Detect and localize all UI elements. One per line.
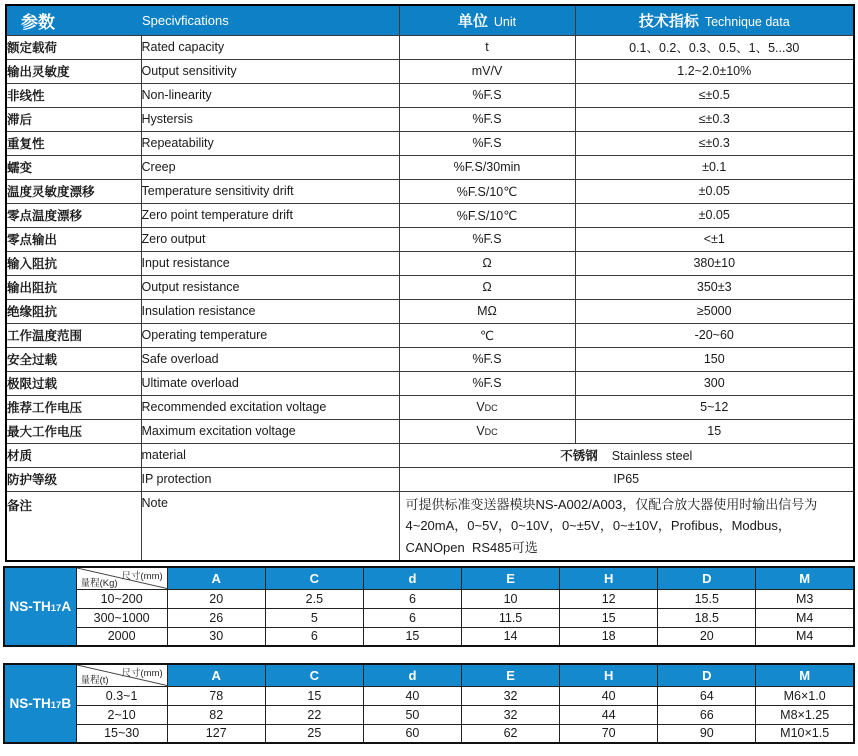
param-name-en: material — [141, 443, 399, 467]
dim-value-cell: 6 — [363, 608, 461, 627]
spec-row — [6, 131, 854, 155]
unit-text: Ω — [482, 280, 492, 294]
header-technique-en: Technique data — [704, 14, 790, 29]
dim-col-header: M — [756, 664, 854, 686]
dim-value-cell: 44 — [560, 705, 658, 724]
value-cell: ≤±0.5 — [575, 83, 854, 107]
unit-cell — [399, 395, 575, 419]
note-line: 可提供标准变送器模块NS-A002/A003，仅配合放大器使用时输出信号为 — [405, 496, 818, 512]
dim-value-cell: 22 — [265, 705, 363, 724]
unit-text: mV/V — [471, 64, 503, 78]
spec-row — [6, 203, 854, 227]
dim-value-cell: 82 — [167, 705, 265, 724]
param-name-cn: 温度灵敏度漂移 — [6, 179, 141, 203]
dim-value-cell: 15 — [560, 608, 658, 627]
dim-header-row — [4, 567, 854, 589]
unit-text: %F.S/10℃ — [456, 208, 518, 223]
dim-value-cell: 6 — [363, 589, 461, 608]
unit-text: %F.S — [472, 232, 502, 246]
dim-value-cell: 64 — [658, 686, 756, 705]
dim-row — [4, 627, 854, 646]
param-name-en: Output sensitivity — [141, 59, 399, 83]
dim-col-header: D — [658, 664, 756, 686]
unit-cell — [399, 419, 575, 443]
param-name-cn: 零点温度漂移 — [6, 203, 141, 227]
header-technique-cn: 技术指标 — [638, 12, 699, 30]
unit-subscript: DC — [484, 403, 498, 413]
spec-row — [6, 299, 854, 323]
param-name-en: Creep — [141, 155, 399, 179]
note-line: 4~20mA，0~5V，0~10V，0~±5V，0~±10V，Profibus，Modbus， — [405, 518, 791, 533]
range-cell: 300~1000 — [76, 608, 167, 627]
spec-row — [6, 35, 854, 59]
model-subscript: 17 — [50, 603, 62, 614]
dim-row — [4, 705, 854, 724]
param-name-en: Input resistance — [141, 251, 399, 275]
dim-value-cell: 62 — [462, 724, 560, 743]
dim-col-header: D — [658, 567, 756, 589]
dim-value-cell: 40 — [363, 686, 461, 705]
spec-row — [6, 323, 854, 347]
param-name-cn: 零点输出 — [6, 227, 141, 251]
dim-value-cell: 25 — [265, 724, 363, 743]
param-name-cn: 防护等级 — [6, 467, 141, 491]
param-name-cn: 重复性 — [6, 131, 141, 155]
header-unit-cn: 单位 — [457, 12, 488, 30]
dim-col-header: d — [363, 664, 461, 686]
model-prefix: NS-TH — [9, 599, 51, 614]
param-name-cn: 输出灵敏度 — [6, 59, 141, 83]
dim-col-header: A — [167, 567, 265, 589]
param-name-cn: 安全过载 — [6, 347, 141, 371]
dim-value-cell: 2.5 — [265, 589, 363, 608]
dim-row — [4, 589, 854, 608]
dim-value-cell: M3 — [756, 589, 854, 608]
dim-value-cell: 26 — [167, 608, 265, 627]
spec-row — [6, 83, 854, 107]
value-cell: ≤±0.3 — [575, 131, 854, 155]
dim-col-header: d — [363, 567, 461, 589]
param-name-cn: 备注 — [6, 491, 141, 561]
dim-value-cell: 5 — [265, 608, 363, 627]
dim-value-cell: 30 — [167, 627, 265, 646]
param-name-cn: 蠕变 — [6, 155, 141, 179]
unit-text: %F.S — [472, 352, 502, 366]
model-label — [4, 567, 76, 646]
param-name-en: Ultimate overload — [141, 371, 399, 395]
size-unit-label: 尺寸(mm) — [121, 668, 163, 679]
unit-text: %F.S — [472, 88, 502, 102]
spec-row — [6, 107, 854, 131]
range-cell: 2000 — [76, 627, 167, 646]
dim-value-cell: 15 — [265, 686, 363, 705]
header-unit-en: Unit — [493, 14, 517, 29]
param-name-cn: 材质 — [6, 443, 141, 467]
spec-row — [6, 179, 854, 203]
spec-row — [6, 419, 854, 443]
dim-value-cell: 70 — [560, 724, 658, 743]
param-name-en: Note — [141, 491, 399, 561]
unit-text: ℃ — [479, 328, 495, 343]
unit-cell — [399, 155, 575, 179]
unit-subscript: DC — [484, 427, 498, 437]
unit-cell — [399, 203, 575, 227]
param-name-en: Zero point temperature drift — [141, 203, 399, 227]
dim-header-row — [4, 664, 854, 686]
spec-row — [6, 227, 854, 251]
dim-value-cell: 66 — [658, 705, 756, 724]
ip-value-cell: IP65 — [399, 467, 854, 491]
unit-text: Ω — [482, 256, 492, 270]
dimension-table-ns-th17a — [3, 566, 855, 647]
dim-value-cell: M10×1.5 — [756, 724, 854, 743]
dim-value-cell: M8×1.25 — [756, 705, 854, 724]
material-value-cell — [399, 443, 854, 467]
dim-value-cell: 60 — [363, 724, 461, 743]
range-cell: 10~200 — [76, 589, 167, 608]
param-name-en: Output resistance — [141, 275, 399, 299]
unit-cell — [399, 323, 575, 347]
value-cell: 350±3 — [575, 275, 854, 299]
header-parameters — [6, 5, 399, 35]
param-name-cn: 非线性 — [6, 83, 141, 107]
dim-value-cell: 32 — [462, 705, 560, 724]
value-cell: 1.2~2.0±10% — [575, 59, 854, 83]
spec-row — [6, 59, 854, 83]
unit-text: t — [485, 40, 489, 54]
specification-table — [5, 4, 855, 562]
value-cell: ≤±0.3 — [575, 107, 854, 131]
param-name-cn: 输出阻抗 — [6, 275, 141, 299]
unit-cell — [399, 107, 575, 131]
dim-value-cell: 18 — [560, 627, 658, 646]
unit-cell — [399, 83, 575, 107]
diagonal-header-cell — [76, 567, 167, 589]
dim-col-header: C — [265, 567, 363, 589]
value-cell: ±0.1 — [575, 155, 854, 179]
dim-col-header: A — [167, 664, 265, 686]
dim-value-cell: 32 — [462, 686, 560, 705]
spec-row — [6, 251, 854, 275]
spec-row — [6, 275, 854, 299]
param-name-en: Safe overload — [141, 347, 399, 371]
unit-text: %F.S — [472, 112, 502, 126]
value-cell: 5~12 — [575, 395, 854, 419]
param-name-en: Hystersis — [141, 107, 399, 131]
unit-text: %F.S — [472, 136, 502, 150]
note-line: CANOpen RS485可选 — [405, 539, 538, 555]
model-prefix: NS-TH — [9, 696, 51, 711]
unit-text: %F.S/30min — [453, 160, 521, 174]
param-name-cn: 最大工作电压 — [6, 419, 141, 443]
range-unit-label: 量程(t) — [80, 674, 109, 686]
value-cell: 15 — [575, 419, 854, 443]
unit-text: V — [476, 400, 485, 414]
spec-row — [6, 371, 854, 395]
param-name-en: Non-linearity — [141, 83, 399, 107]
value-cell: 380±10 — [575, 251, 854, 275]
dim-value-cell: M4 — [756, 608, 854, 627]
dim-value-cell: 6 — [265, 627, 363, 646]
unit-cell — [399, 275, 575, 299]
param-name-cn: 绝缘阻抗 — [6, 299, 141, 323]
unit-cell — [399, 371, 575, 395]
param-name-cn: 极限过载 — [6, 371, 141, 395]
unit-text: MΩ — [477, 304, 497, 318]
spec-header-row — [6, 5, 854, 35]
dim-value-cell: 15.5 — [658, 589, 756, 608]
range-unit-label: 量程(Kg) — [80, 577, 118, 589]
dim-value-cell: 90 — [658, 724, 756, 743]
param-name-en: Temperature sensitivity drift — [141, 179, 399, 203]
dim-col-header: C — [265, 664, 363, 686]
value-cell: 300 — [575, 371, 854, 395]
param-name-cn: 推荐工作电压 — [6, 395, 141, 419]
dim-value-cell: 20 — [167, 589, 265, 608]
param-name-en: Insulation resistance — [141, 299, 399, 323]
spec-row — [6, 347, 854, 371]
material-value-cn: 不锈钢 — [560, 449, 598, 463]
range-cell: 2~10 — [76, 705, 167, 724]
value-cell: 150 — [575, 347, 854, 371]
unit-text: %F.S — [472, 376, 502, 390]
dim-value-cell: M4 — [756, 627, 854, 646]
diagonal-header-cell — [76, 664, 167, 686]
spec-row — [6, 395, 854, 419]
unit-text: %F.S/10℃ — [456, 184, 518, 199]
size-unit-label: 尺寸(mm) — [121, 571, 163, 582]
param-name-en: Rated capacity — [141, 35, 399, 59]
dim-value-cell: 40 — [560, 686, 658, 705]
note-text-cell — [399, 491, 854, 561]
header-parameters-en: Specivfications — [142, 12, 229, 28]
model-suffix: B — [61, 696, 72, 711]
dim-value-cell: 127 — [167, 724, 265, 743]
spec-row-note — [6, 491, 854, 561]
param-name-cn: 输入阻抗 — [6, 251, 141, 275]
unit-cell — [399, 179, 575, 203]
header-technique-data — [575, 5, 854, 35]
dim-value-cell: 10 — [462, 589, 560, 608]
dim-value-cell: 11.5 — [462, 608, 560, 627]
value-cell: 0.1、0.2、0.3、0.5、1、5...30 — [575, 35, 854, 59]
dim-row — [4, 724, 854, 743]
model-subscript: 17 — [50, 700, 62, 711]
unit-cell — [399, 227, 575, 251]
dim-col-header: H — [560, 664, 658, 686]
param-name-en: IP protection — [141, 467, 399, 491]
param-name-cn: 额定载荷 — [6, 35, 141, 59]
dim-value-cell: 12 — [560, 589, 658, 608]
model-suffix: A — [61, 599, 72, 614]
dim-value-cell: 18.5 — [658, 608, 756, 627]
unit-text: V — [476, 424, 485, 438]
param-name-en: Repeatability — [141, 131, 399, 155]
param-name-cn: 工作温度范围 — [6, 323, 141, 347]
param-name-en: Recommended excitation voltage — [141, 395, 399, 419]
header-unit — [399, 5, 575, 35]
material-value-en: Stainless steel — [611, 449, 693, 463]
unit-cell — [399, 59, 575, 83]
dim-value-cell: 15 — [363, 627, 461, 646]
unit-cell — [399, 299, 575, 323]
value-cell: ±0.05 — [575, 179, 854, 203]
param-name-en: Maximum excitation voltage — [141, 419, 399, 443]
dimension-table-ns-th17b — [3, 663, 855, 744]
range-cell: 15~30 — [76, 724, 167, 743]
value-cell: -20~60 — [575, 323, 854, 347]
spec-row — [6, 155, 854, 179]
value-cell: <±1 — [575, 227, 854, 251]
header-parameters-cn: 参数 — [21, 12, 55, 32]
spec-row-ip — [6, 467, 854, 491]
param-name-en: Operating temperature — [141, 323, 399, 347]
range-cell: 0.3~1 — [76, 686, 167, 705]
spec-row-material — [6, 443, 854, 467]
dim-col-header: E — [462, 567, 560, 589]
dim-col-header: E — [462, 664, 560, 686]
unit-cell — [399, 35, 575, 59]
unit-cell — [399, 131, 575, 155]
unit-cell — [399, 251, 575, 275]
param-name-cn: 滞后 — [6, 107, 141, 131]
model-label — [4, 664, 76, 743]
dim-row — [4, 608, 854, 627]
value-cell: ≥5000 — [575, 299, 854, 323]
dim-value-cell: 50 — [363, 705, 461, 724]
param-name-en: Zero output — [141, 227, 399, 251]
dim-row — [4, 686, 854, 705]
dim-value-cell: 14 — [462, 627, 560, 646]
dim-col-header: H — [560, 567, 658, 589]
value-cell: ±0.05 — [575, 203, 854, 227]
dim-value-cell: M6×1.0 — [756, 686, 854, 705]
unit-cell — [399, 347, 575, 371]
dim-col-header: M — [756, 567, 854, 589]
dim-value-cell: 78 — [167, 686, 265, 705]
dim-value-cell: 20 — [658, 627, 756, 646]
